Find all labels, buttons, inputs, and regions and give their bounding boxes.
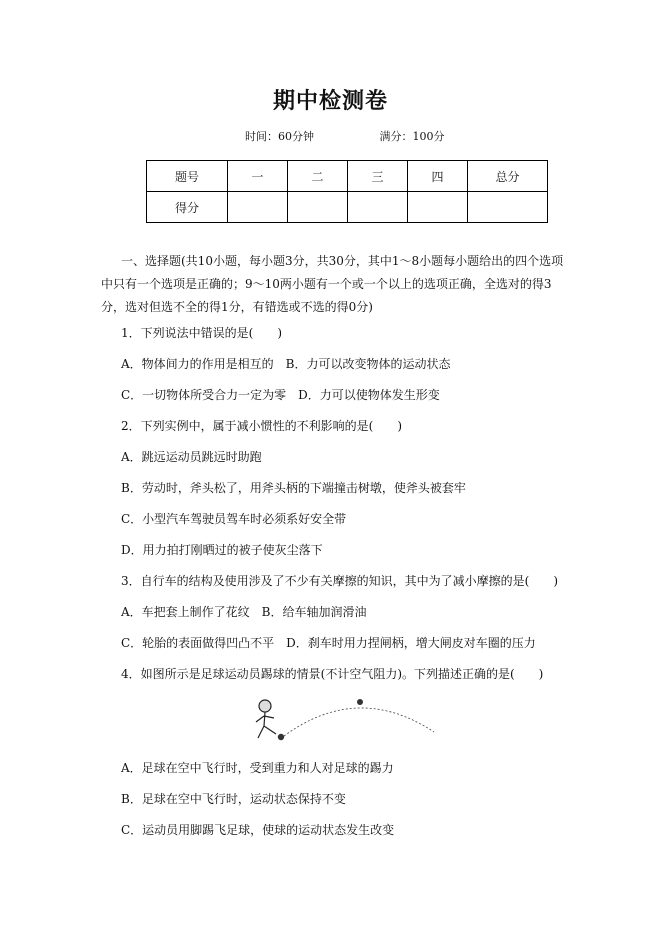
header-cell: 总分 xyxy=(468,161,548,192)
question-line: C．轮胎的表面做得凹凸不平 D．刹车时用力捏闸柄，增大闸皮对车圈的压力 xyxy=(121,636,536,650)
time-limit: 时间：60分钟 xyxy=(245,130,314,143)
question-line: A．足球在空中飞行时，受到重力和人对足球的踢力 xyxy=(121,761,394,775)
question-line: A．跳远运动员跳远时助跑 xyxy=(121,450,262,464)
question-line: B．劳动时，斧头松了，用斧头柄的下端撞击树墩，使斧头被套牢 xyxy=(121,481,466,495)
score-table-header xyxy=(147,161,548,192)
trajectory-line xyxy=(284,708,434,736)
header-cell: 四 xyxy=(408,161,468,192)
question-line: A．物体间力的作用是相互的 B．力可以改变物体的运动状态 xyxy=(121,357,451,371)
player-icon xyxy=(256,700,276,738)
football-kick-illustration xyxy=(248,692,438,744)
header-cell: 题号 xyxy=(147,161,228,192)
score-table xyxy=(146,160,548,223)
question-line: D．用力拍打刚晒过的被子使灰尘落下 xyxy=(121,543,323,557)
question-line: B．足球在空中飞行时，运动状态保持不变 xyxy=(121,792,346,806)
ball-icon xyxy=(278,734,284,740)
section-intro: 一、选择题(共10小题，每小题3分，共30分，其中1～8小题每小题给出的四个选项中只有一个选项是正确的；9～10两小题有一个或一个以上的选项正确，全选对的得3分，选对但选不全的得1分，有错选或不选的得0分) xyxy=(101,254,564,314)
question-line: 2．下列实例中，属于减小惯性的不利影响的是( ) xyxy=(121,419,403,433)
question-line: A．车把套上制作了花纹 B．给车轴加润滑油 xyxy=(121,605,367,619)
score-cell[interactable] xyxy=(408,192,468,223)
question-line: C．一切物体所受合力一定为零 D．力可以使物体发生形变 xyxy=(121,388,440,402)
full-score: 满分：100分 xyxy=(379,130,445,143)
header-cell: 三 xyxy=(348,161,408,192)
score-table-row xyxy=(147,192,548,223)
score-cell[interactable] xyxy=(228,192,288,223)
question-line: 1．下列说法中错误的是( ) xyxy=(121,326,282,340)
header-cell: 二 xyxy=(288,161,348,192)
score-cell[interactable] xyxy=(348,192,408,223)
exam-meta xyxy=(245,128,507,144)
score-cell[interactable] xyxy=(468,192,548,223)
score-cell[interactable] xyxy=(288,192,348,223)
question-line: 4．如图所示是足球运动员踢球的情景(不计空气阻力)。下列描述正确的是( ) xyxy=(121,667,544,681)
question-line: C．小型汽车驾驶员驾车时必须系好安全带 xyxy=(121,512,347,526)
question-line: C．运动员用脚踢飞足球，使球的运动状态发生改变 xyxy=(121,823,395,837)
question-line: 3．自行车的结构及使用涉及了不少有关摩擦的知识，其中为了减小摩擦的是( ) xyxy=(121,574,559,588)
row-label: 得分 xyxy=(147,192,228,223)
header-cell: 一 xyxy=(228,161,288,192)
ball-icon xyxy=(357,699,363,705)
page-title: 期中检测卷 xyxy=(272,88,388,114)
